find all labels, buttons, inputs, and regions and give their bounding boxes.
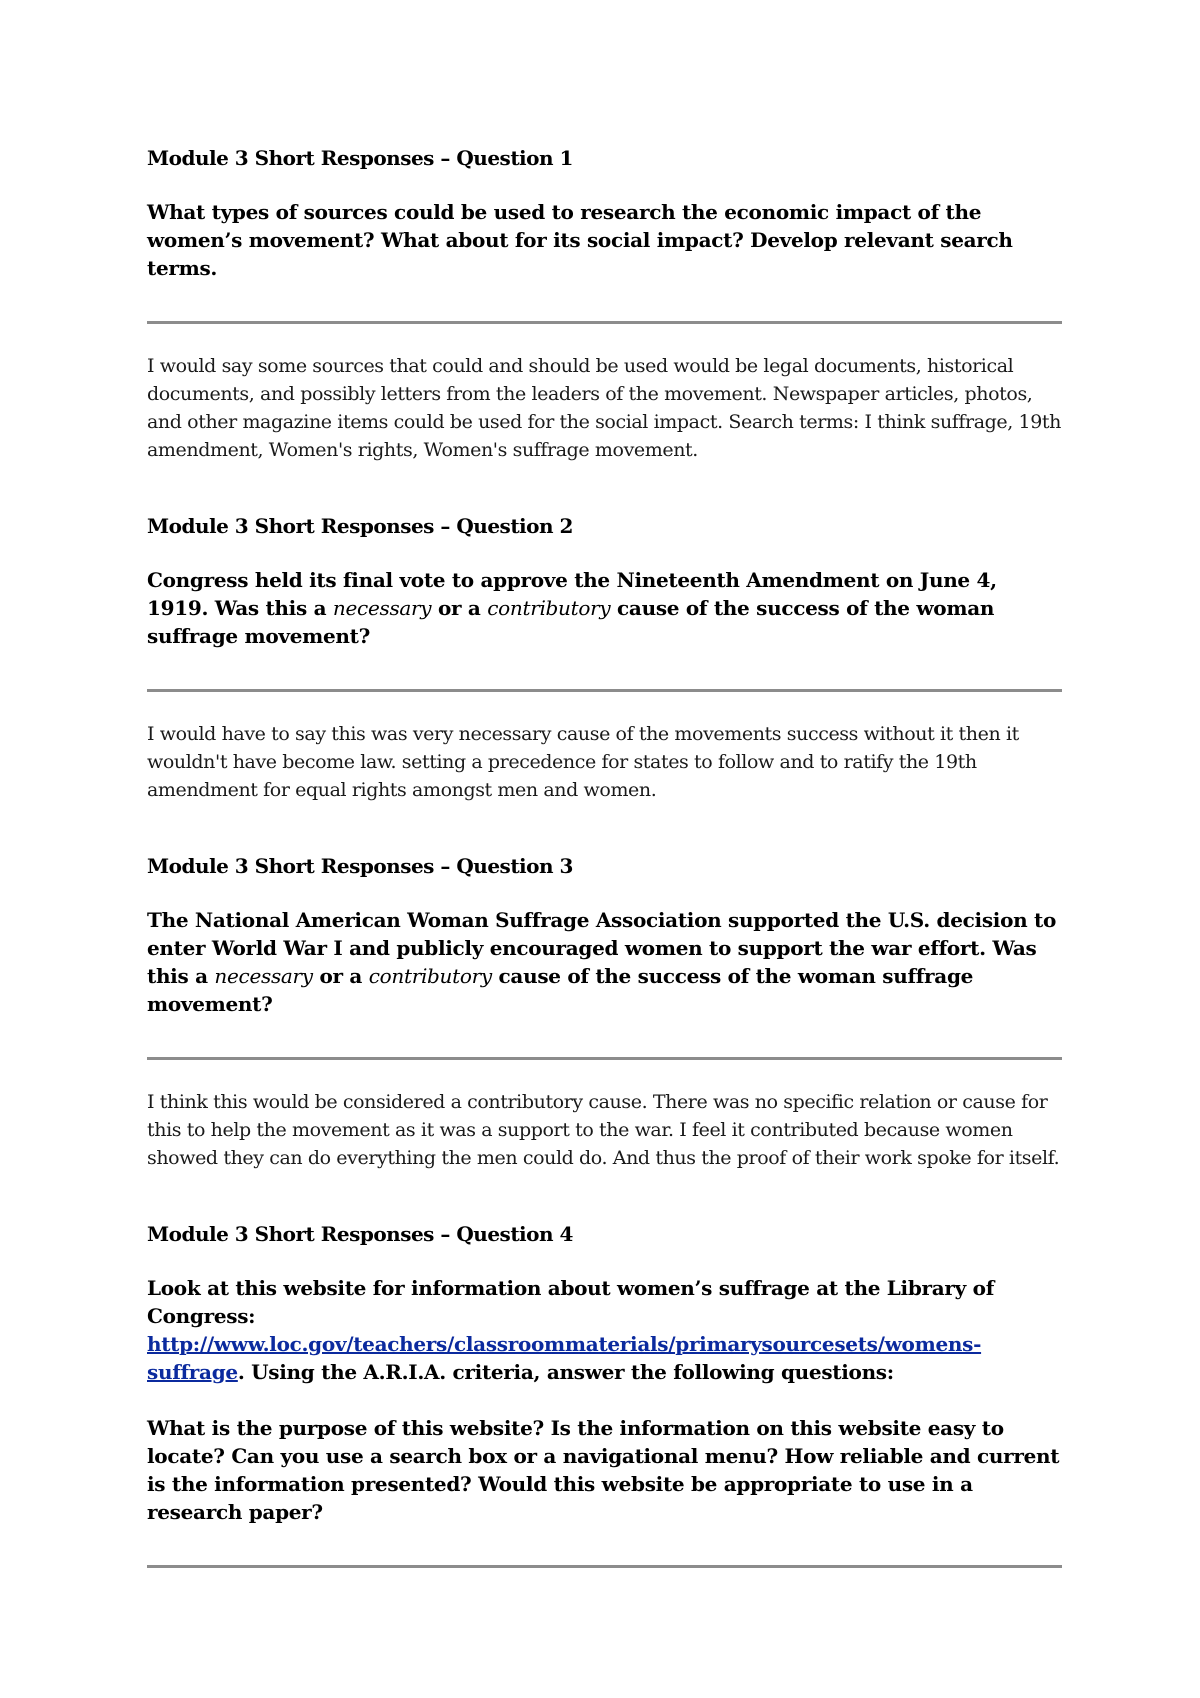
question-3-section xyxy=(147,852,1062,1172)
contributory-term: contributory xyxy=(368,964,492,988)
question-2-answer: I would have to say this was very necessary cause of the movements success without it then it wouldn't have become law. setting a precedence for states to follow and to ratify the 19th amendment for equal rights amongst men and women. xyxy=(147,723,1019,801)
question-3-heading: Module 3 Short Responses – Question 3 xyxy=(147,854,573,878)
question-4-prompt xyxy=(147,1274,1062,1386)
question-4-section xyxy=(147,1220,1062,1568)
question-4-prompt-text: Look at this website for information about women’s suffrage at the Library of Congress: xyxy=(147,1276,994,1328)
question-1-answer: I would say some sources that could and should be used would be legal documents, historical documents, and possibly letters from the leaders of the movement. Newspaper articles, photos, and other magazine items could be used for the social impact. Search terms: I think suffrage, 19th amendment, Women's rights, Women's suffrage movement. xyxy=(147,355,1062,461)
question-4-heading: Module 3 Short Responses – Question 4 xyxy=(147,1222,573,1246)
question-4-answer-divider xyxy=(147,1565,1062,1568)
question-2-section xyxy=(147,512,1062,804)
necessary-term: necessary xyxy=(332,596,432,620)
contributory-term: contributory xyxy=(487,596,611,620)
question-2-prompt-or: or a xyxy=(431,596,488,620)
question-2-heading: Module 3 Short Responses – Question 2 xyxy=(147,514,573,538)
question-1-section xyxy=(147,144,1062,464)
document-content xyxy=(147,144,1062,1568)
question-2-prompt-end: cause of the success of the woman suffrage movement? xyxy=(147,596,995,648)
loc-website-link[interactable]: http://www.loc.gov/teachers/classroommaterials/primarysourcesets/womens-suffrage xyxy=(147,1332,982,1384)
question-4-prompt-end: . Using the A.R.I.A. criteria, answer the following questions: xyxy=(237,1360,894,1384)
question-2-prompt-text: Congress held its final vote to approve the Nineteenth Amendment on June 4, 1919. Was this a xyxy=(147,568,997,620)
necessary-term: necessary xyxy=(214,964,313,988)
question-3-prompt-text: The National American Woman Suffrage Association supported the U.S. decision to enter World War I and publicly encouraged women to support the war effort. Was this a xyxy=(147,908,1057,988)
question-3-prompt-end: cause of the success of the woman suffrage movement? xyxy=(147,964,974,1016)
question-3-answer: I think this would be considered a contributory cause. There was no specific relation or cause for this to help the movement as it was a support to the war. I feel it contributed because women showed they can do everything the men could do. And thus the proof of their work spoke for itself. xyxy=(147,1091,1060,1169)
question-1-prompt: What types of sources could be used to research the economic impact of the women’s movement? What about for its social impact? Develop relevant search terms. xyxy=(147,200,1013,280)
question-4-followup-prompt: What is the purpose of this website? Is the information on this website easy to locate? Can you use a search box or a navigational menu? How reliable and current is the information presented? Would this website be appropriate to use in a research paper? xyxy=(147,1416,1060,1524)
question-2-prompt xyxy=(147,566,1062,650)
question-1-heading: Module 3 Short Responses – Question 1 xyxy=(147,146,573,170)
question-3-prompt-or: or a xyxy=(312,964,369,988)
question-3-prompt xyxy=(147,906,1062,1018)
